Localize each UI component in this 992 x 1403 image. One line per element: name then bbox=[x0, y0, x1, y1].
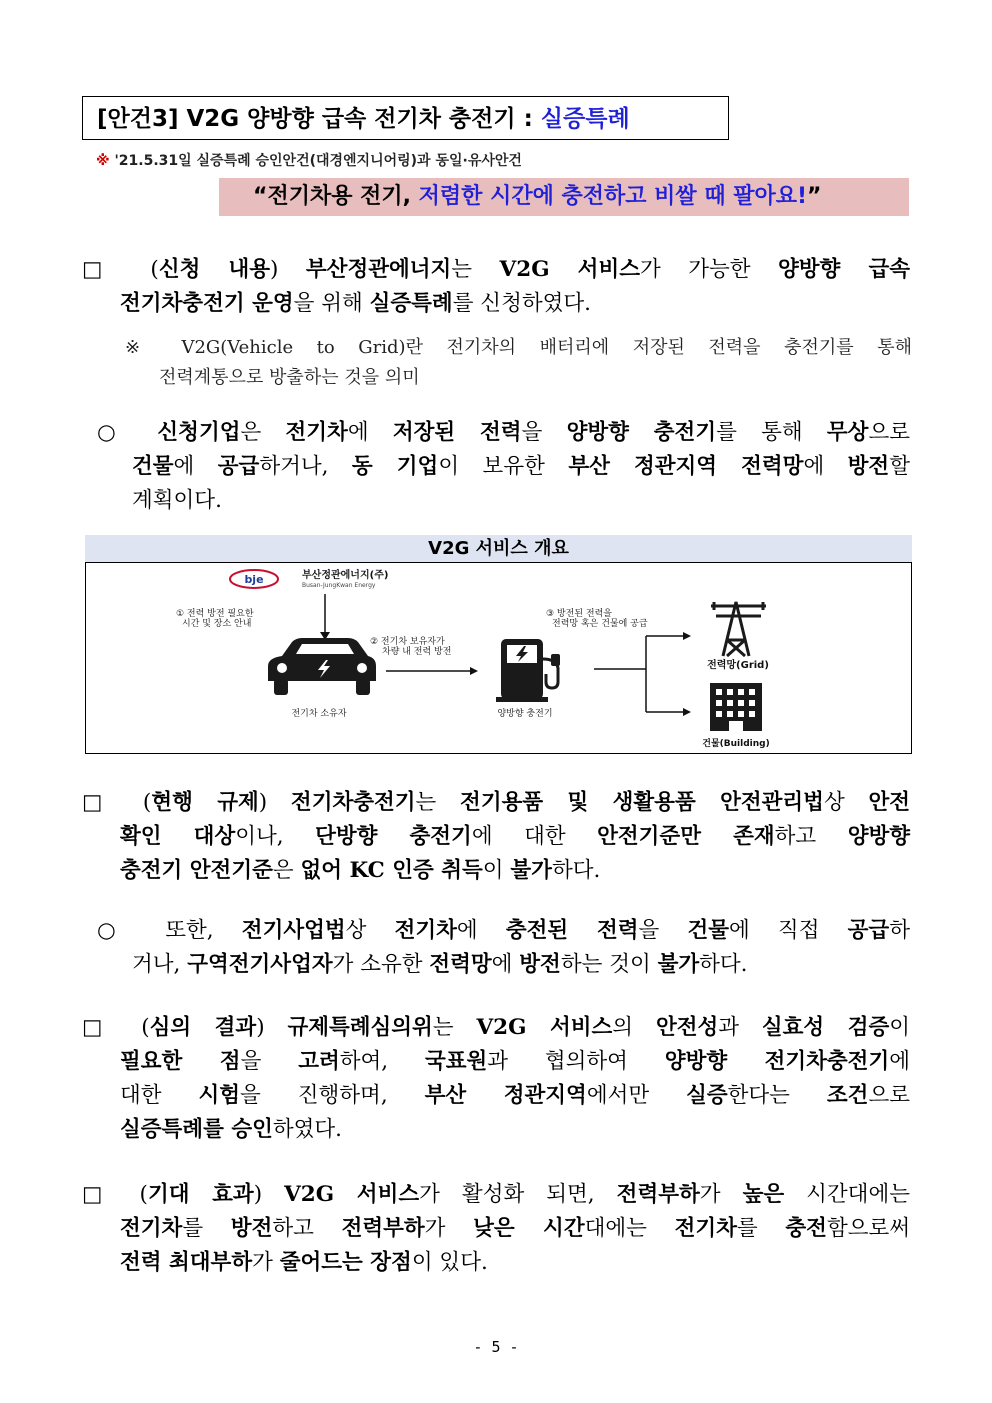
arrow-to-building-head bbox=[683, 708, 691, 716]
apply-bullet bbox=[97, 416, 910, 518]
electric-car-icon bbox=[268, 638, 376, 695]
review-result-paragraph bbox=[82, 1011, 910, 1147]
apply-bullet-line1: ○ 신청기업은 전기차에 저장된 전력을 양방향 충전기를 통해 무상으로 bbox=[97, 420, 910, 445]
apply-line2: 전기차충전기 운영을 위해 실증특례를 신청하였다. bbox=[120, 291, 591, 316]
note-mark: ※ bbox=[96, 153, 110, 169]
car-owner-label: 전기차 소유자 bbox=[291, 709, 347, 719]
result-line2: 필요한 점을 고려하여, 국표원과 협의하여 양방향 전기차충전기에 bbox=[120, 1049, 910, 1074]
agenda-header-highlight: 실증특례 bbox=[540, 106, 630, 132]
power-grid-icon bbox=[711, 602, 766, 656]
result-line3: 대한 시험을 진행하며, 부산 정관지역에서만 실증한다는 조건으로 bbox=[120, 1083, 910, 1108]
building-label: 건물(Building) bbox=[702, 739, 770, 749]
current-bullet-line2: 거나, 구역전기사업자가 소유한 전력망에 방전하는 것이 불가하다. bbox=[132, 952, 748, 977]
result-line4: 실증특례를 승인하였다. bbox=[120, 1117, 343, 1142]
company-name-en: Busan-JungKwan Energy bbox=[302, 582, 376, 589]
arrow-right-1-head bbox=[470, 667, 478, 675]
page-number: - 5 - bbox=[473, 1338, 519, 1356]
effect-line2: 전기차를 방전하고 전력부하가 낮은 시간대에는 전기차를 충전함으로써 bbox=[120, 1216, 911, 1241]
step2-line2: 차량 내 전력 방전 bbox=[382, 647, 452, 657]
effect-line1: □ (기대 효과) V2G 서비스가 활성화 되면, 전력부하가 높은 시간대에는 bbox=[82, 1182, 910, 1207]
result-line1: □ (심의 결과) 규제특례심의위는 V2G 서비스의 안전성과 실효성 검증이 bbox=[82, 1015, 911, 1040]
v2g-definition-note bbox=[125, 333, 912, 393]
diagram-title: V2G 서비스 개요 bbox=[85, 535, 912, 563]
grid-label: 전력망(Grid) bbox=[707, 660, 769, 671]
note-text: '21.5.31일 실증특례 승인안건(대경엔지니어링)과 동일·유사안건 bbox=[109, 153, 522, 169]
definition-line2: 전력계통으로 방출하는 것을 의미 bbox=[159, 367, 420, 388]
current-regulation-paragraph bbox=[82, 786, 910, 888]
current-line1: □ (현행 규제) 전기차충전기는 전기용품 및 생활용품 안전관리법상 안전 bbox=[82, 790, 910, 815]
building-icon bbox=[710, 683, 762, 731]
apply-bullet-line2: 건물에 공급하거나, 동 기업이 보유한 부산 정관지역 전력망에 방전할 bbox=[132, 454, 910, 479]
current-bullet bbox=[97, 914, 910, 982]
agenda-header-label: [안건3] V2G 양방향 급속 전기차 충전기 : bbox=[97, 106, 541, 132]
v2g-diagram bbox=[86, 564, 911, 753]
reference-note bbox=[96, 150, 522, 170]
step2-line1: ② 전기차 보유자가 bbox=[370, 637, 445, 647]
logo-text: bje bbox=[244, 573, 264, 586]
current-line2: 확인 대상이나, 단방향 충전기에 대한 안전기준만 존재하고 양방향 bbox=[120, 824, 910, 849]
apply-bullet-line3: 계획이다. bbox=[132, 488, 222, 513]
current-line3: 충전기 안전기준은 없어 KC 인증 취득이 불가하다. bbox=[120, 858, 601, 883]
apply-paragraph bbox=[82, 253, 910, 321]
charger-label: 양방향 충전기 bbox=[497, 709, 553, 719]
definition-line1: ※ V2G(Vehicle to Grid)란 전기차의 배터리에 저장된 전력을 충전기를 통해 bbox=[125, 337, 912, 358]
step3-line1: ③ 방전된 전력을 bbox=[546, 609, 612, 619]
agenda-header bbox=[82, 96, 729, 140]
effect-line3: 전력 최대부하가 줄어드는 장점이 있다. bbox=[120, 1250, 488, 1275]
quote-part3: ” bbox=[807, 184, 822, 209]
charger-icon bbox=[496, 639, 560, 702]
quote-part2: 저렴한 시간에 충전하고 비쌀 때 팔아요! bbox=[418, 184, 808, 209]
apply-line1: □ (신청 내용) 부산정관에너지는 V2G 서비스가 가능한 양방향 급속 bbox=[82, 257, 910, 282]
step1-line1: ① 전력 방전 필요한 bbox=[176, 609, 254, 619]
arrow-to-grid-head bbox=[683, 632, 691, 640]
headline-quote bbox=[219, 178, 909, 216]
company-name-ko: 부산정관에너지(주) bbox=[302, 570, 389, 581]
step3-line2: 전력망 혹은 건물에 공급 bbox=[552, 619, 648, 629]
expected-effect-paragraph bbox=[82, 1178, 910, 1280]
quote-part1: “전기차용 전기, bbox=[253, 184, 419, 209]
step1-line2: 시간 및 장소 안내 bbox=[182, 619, 252, 629]
current-bullet-line1: ○ 또한, 전기사업법상 전기차에 충전된 전력을 건물에 직접 공급하 bbox=[97, 918, 910, 943]
